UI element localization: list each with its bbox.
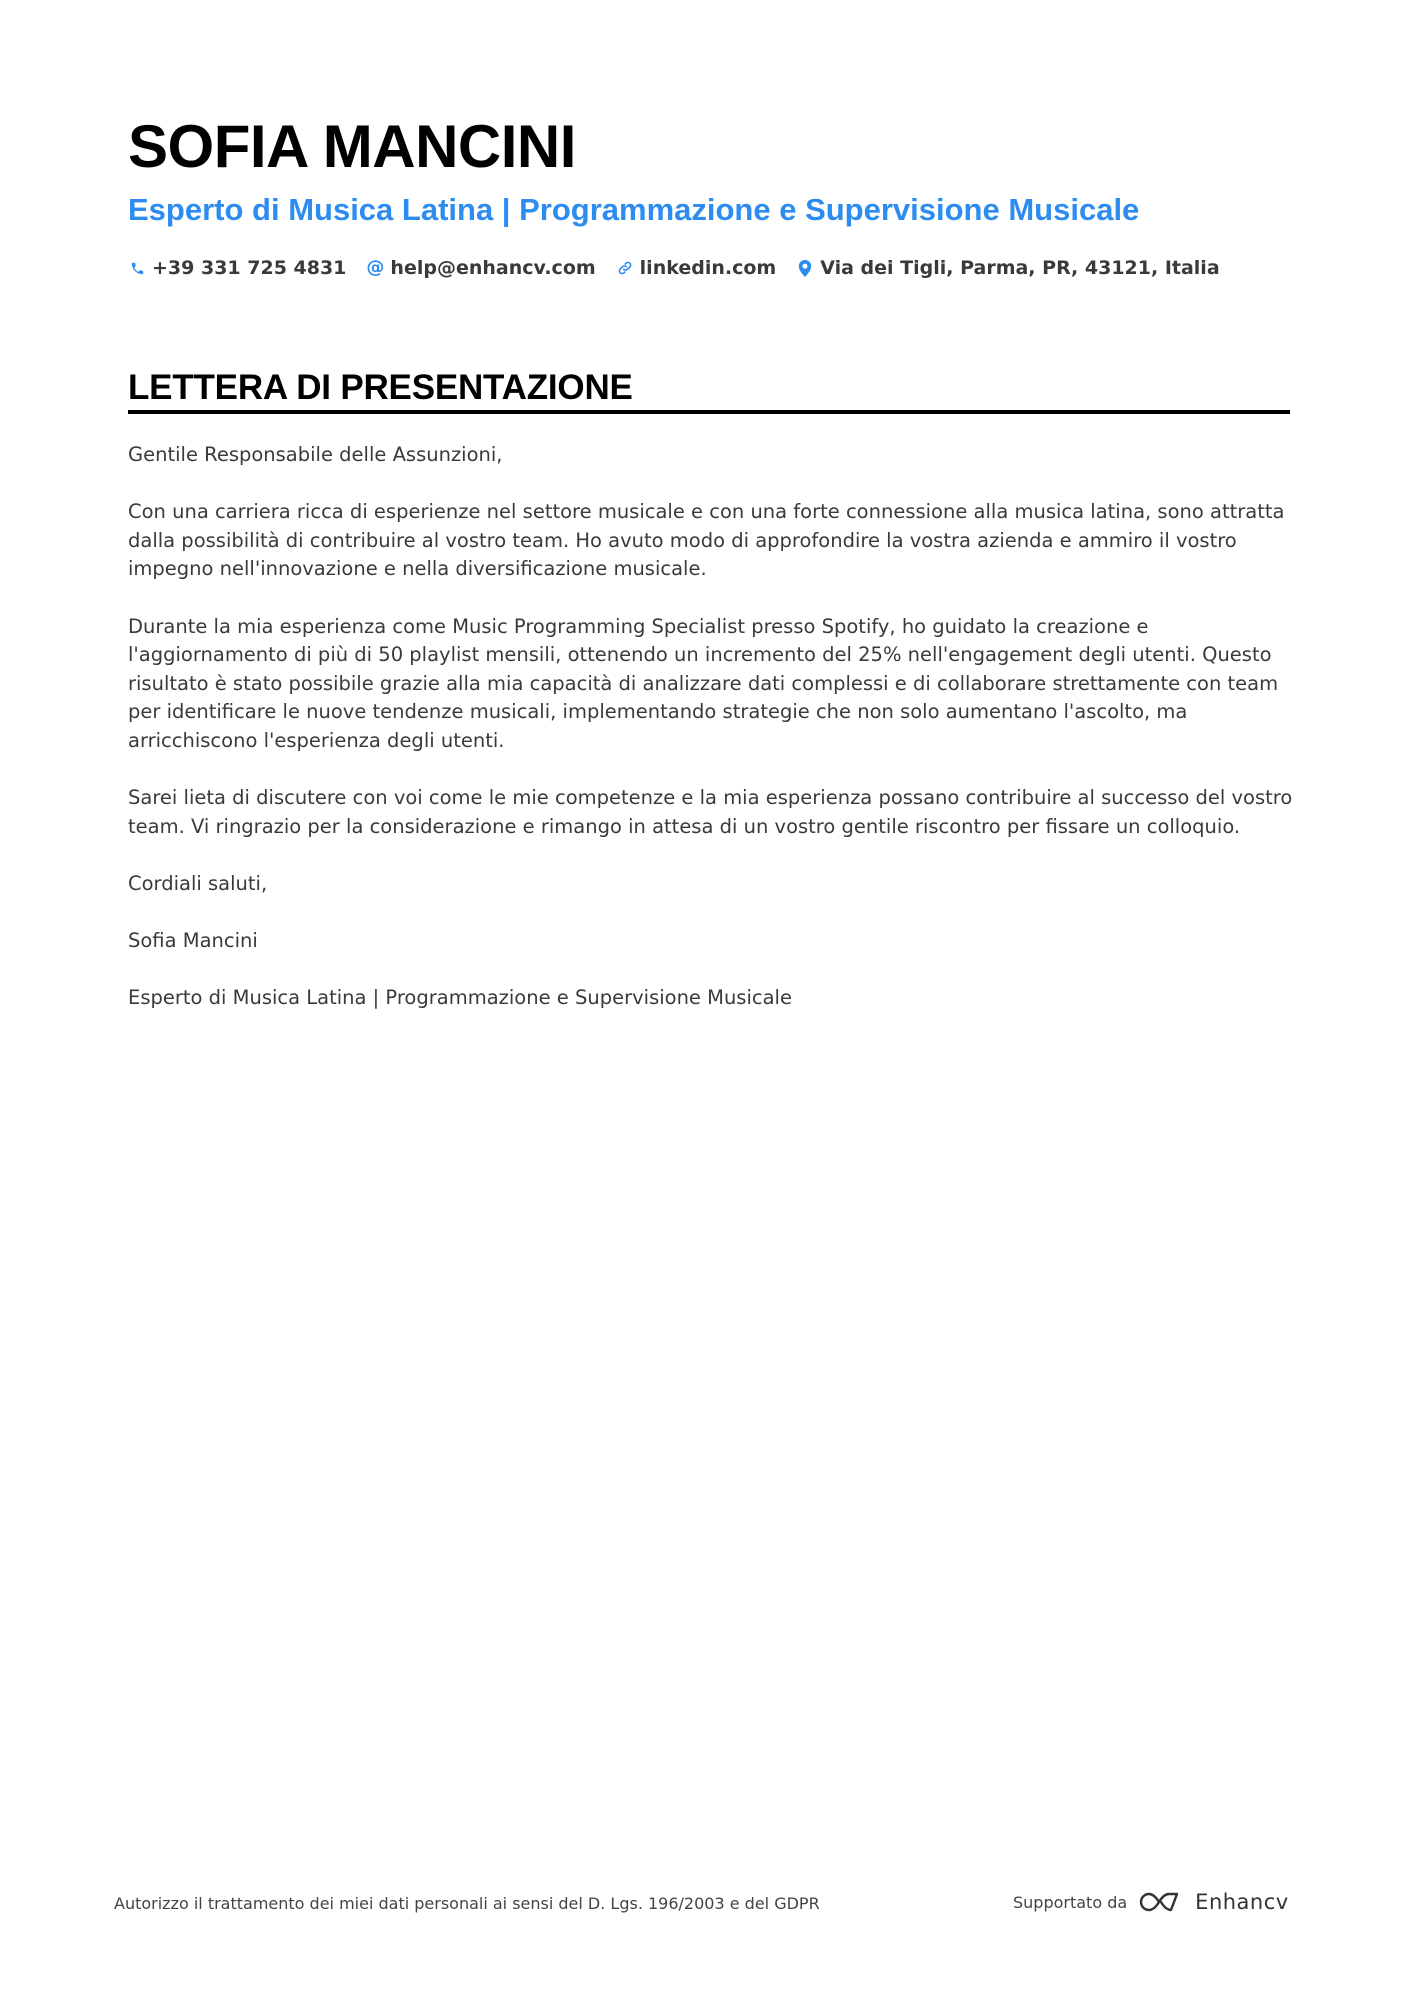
privacy-consent: Autorizzo il trattamento dei miei dati personali ai sensi del D. Lgs. 196/2003 e del GDPR	[114, 1894, 820, 1913]
phone-icon	[128, 259, 146, 277]
contact-link[interactable]	[616, 257, 777, 279]
candidate-name: SOFIA MANCINI	[128, 113, 576, 180]
email-text: help@enhancv.com	[390, 257, 596, 279]
powered-by[interactable]	[1013, 1886, 1289, 1918]
section-divider	[128, 410, 1290, 414]
link-icon	[616, 259, 634, 277]
letter-greeting: Gentile Responsabile delle Assunzioni,	[128, 443, 503, 466]
contact-address	[796, 257, 1219, 279]
powered-by-label: Supportato da	[1013, 1892, 1128, 1912]
letter-closing: Cordiali saluti,	[128, 871, 268, 895]
letter-body	[128, 441, 1293, 1041]
contact-email[interactable]	[366, 257, 595, 279]
link-text: linkedin.com	[639, 257, 777, 279]
section-title: LETTERA DI PRESENTAZIONE	[128, 368, 633, 407]
candidate-title: Esperto di Musica Latina | Programmazione e Supervisione Musicale	[128, 192, 1140, 227]
location-pin-icon	[796, 259, 814, 277]
contact-phone[interactable]	[128, 257, 346, 279]
letter-paragraph: Durante la mia esperienza come Music Programming Specialist presso Spotify, ho guidato la creazione e l'aggiornamento di più di 50 playlist mensili, ottenendo un incremento del 25% nell'engagement degli utenti. Questo risultato è stato possibile grazie alla mia capacità di analizzare dati complessi e di collaborare strettamente con team per identificare le nuove tendenze musicali, implementando strategie che non solo aumentano l'ascolto, ma arricchiscono l'esperienza degli utenti.	[128, 614, 1279, 752]
phone-text: +39 331 725 4831	[152, 257, 347, 279]
letter-paragraph: Con una carriera ricca di esperienze nel settore musicale e con una forte connessione alla musica latina, sono attratta dalla possibilità di contribuire al vostro team. Ho avuto modo di approfondire la vostra azienda e ammiro il vostro impegno nell'innovazione e nella diversificazione musicale.	[128, 500, 1285, 581]
address-text: Via dei Tigli, Parma, PR, 43121, Italia	[820, 257, 1220, 279]
letter-signature-title: Esperto di Musica Latina | Programmazione e Supervisione Musicale	[128, 986, 792, 1010]
contact-bar	[128, 254, 1240, 282]
letter-paragraph: Sarei lieta di discutere con voi come le mie competenze e la mia esperienza possano contribuire al successo del vostro team. Vi ringrazio per la considerazione e rimango in attesa di un vostro gentile riscontro per fissare un colloquio.	[128, 786, 1293, 838]
letter-signature: Sofia Mancini	[128, 929, 258, 953]
at-icon: @	[366, 257, 385, 278]
brand-name: Enhancv	[1195, 1890, 1289, 1914]
enhancv-logo-icon	[1139, 1889, 1187, 1915]
